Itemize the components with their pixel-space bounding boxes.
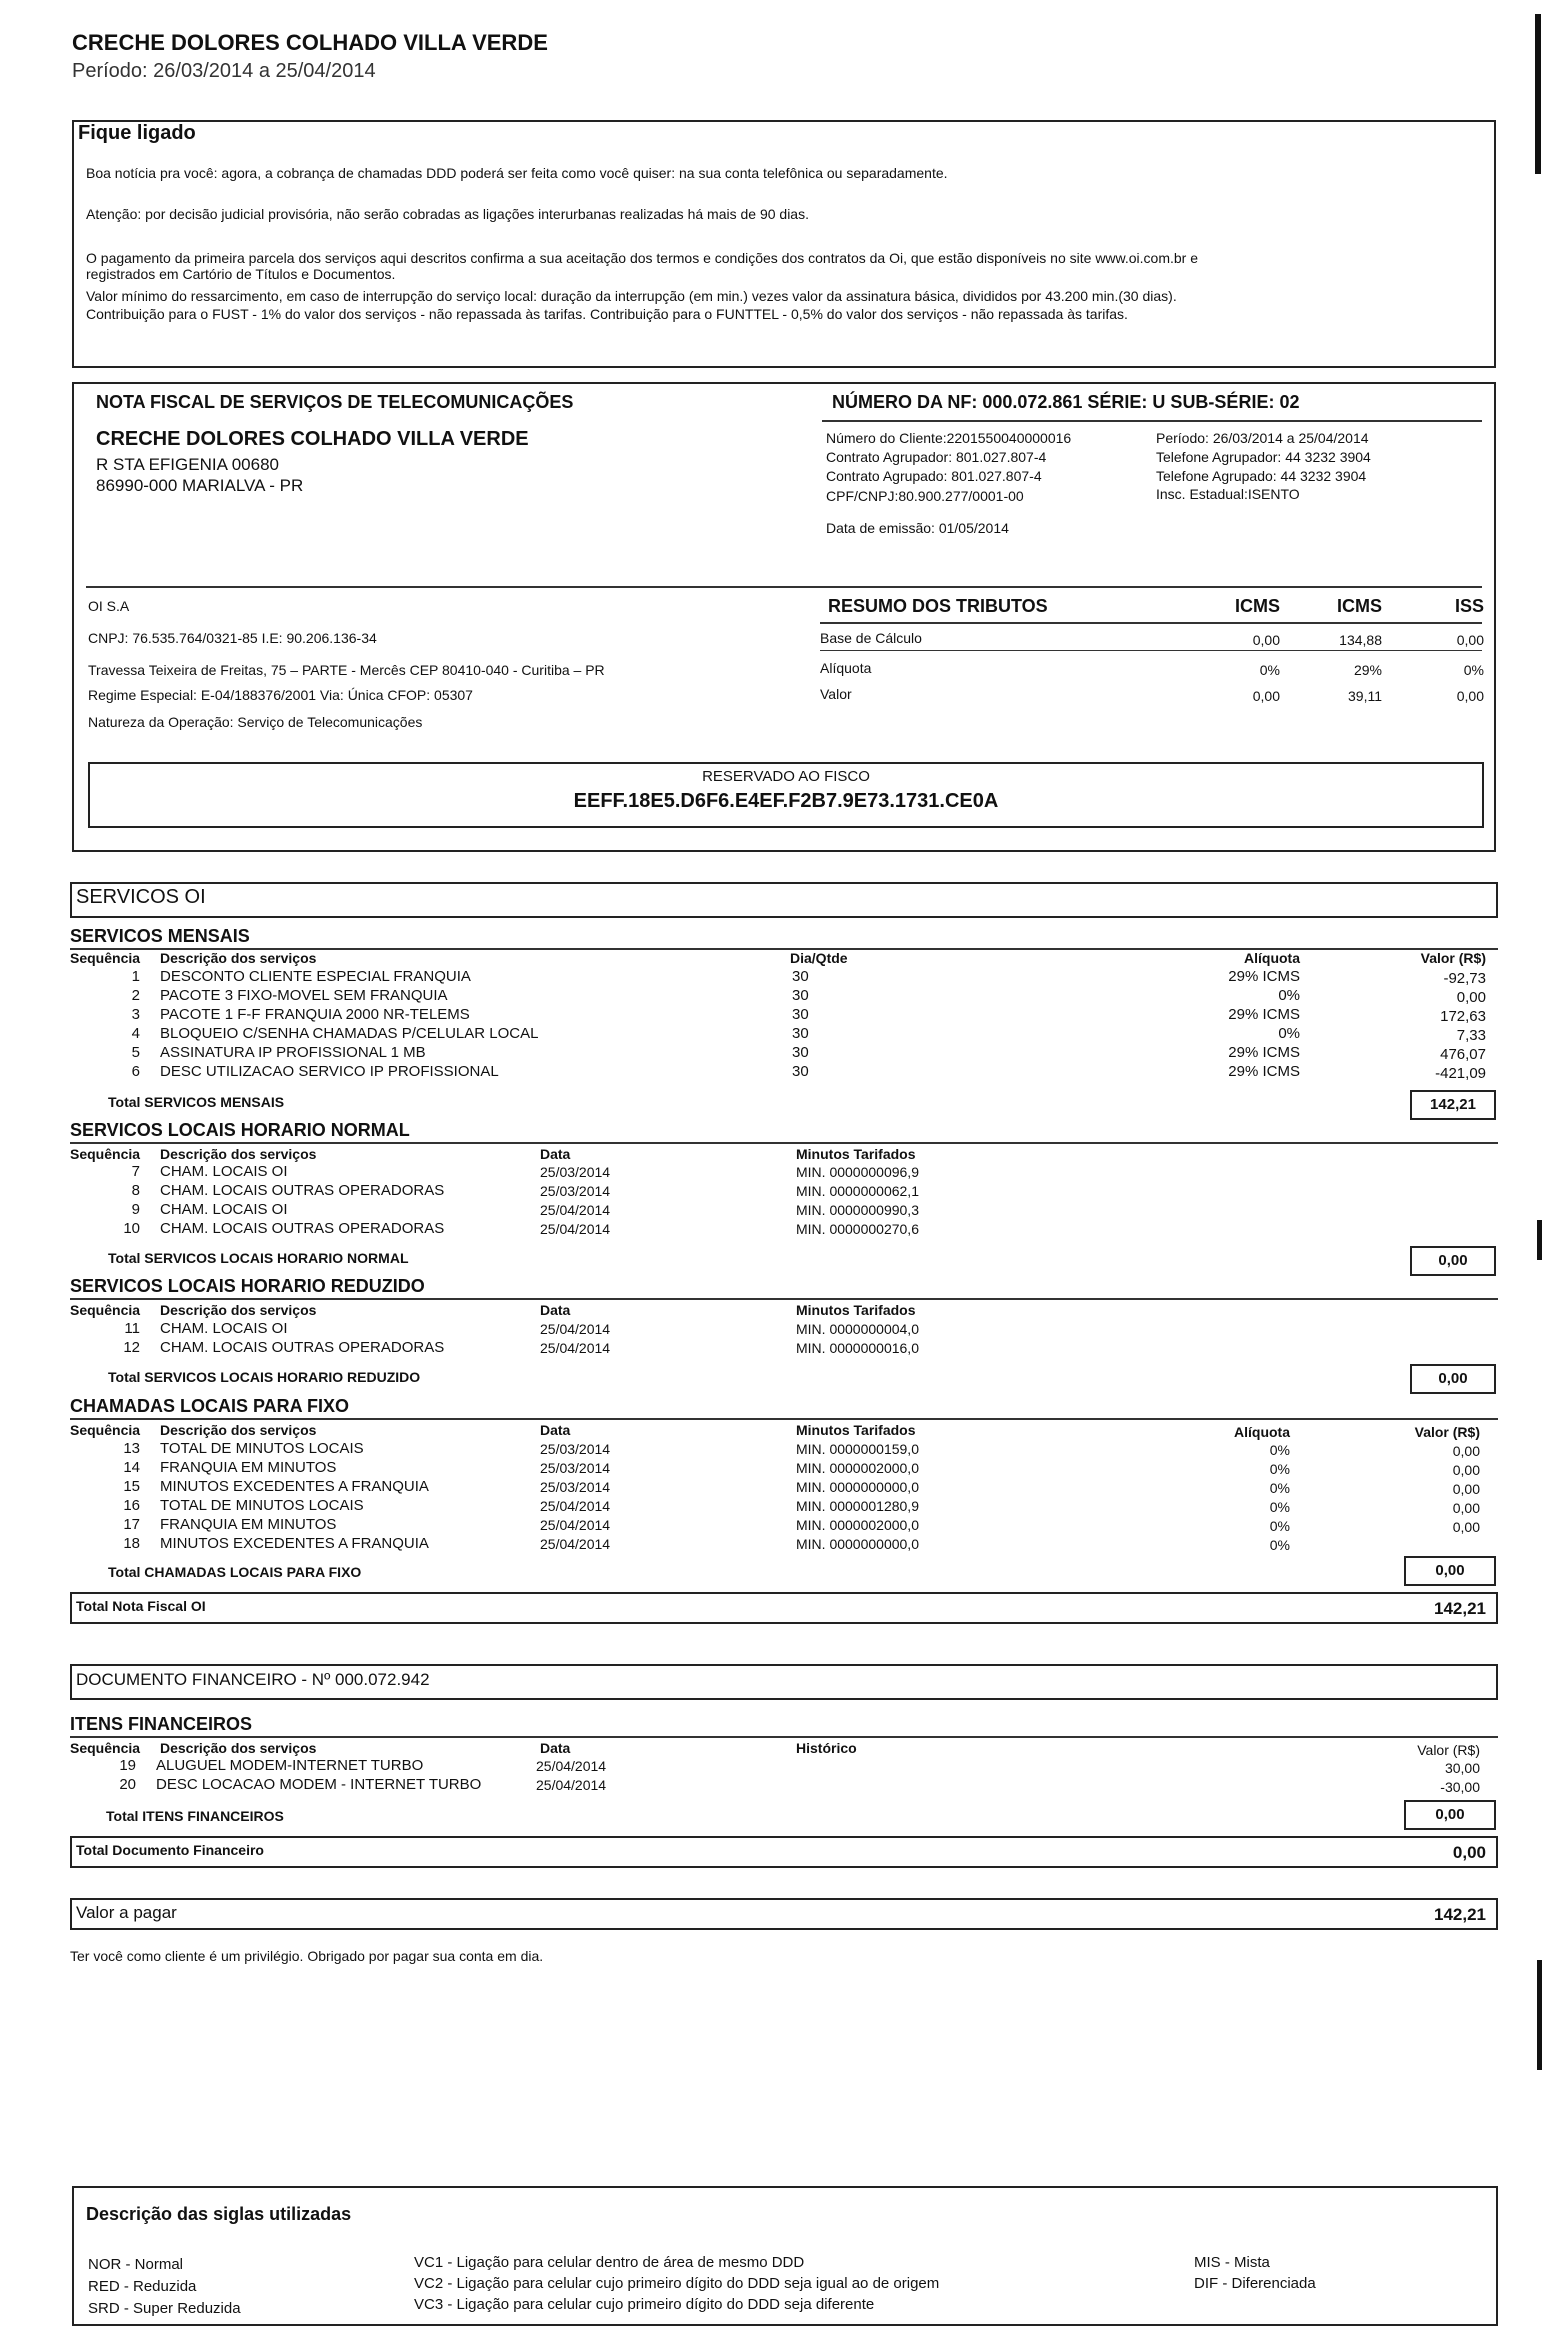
seq: 18 xyxy=(123,1535,140,1552)
normal-total-label: Total SERVICOS LOCAIS HORARIO NORMAL xyxy=(108,1250,409,1266)
company-line-1: CNPJ: 76.535.764/0321-85 I.E: 90.206.136-34 xyxy=(88,630,377,646)
description: PACOTE 1 F-F FRANQUIA 2000 NR-TELEMS xyxy=(160,1006,470,1023)
valor: -421,09 xyxy=(1435,1065,1486,1082)
fixo-total-value: 0,00 xyxy=(1404,1556,1496,1586)
col-valor: Valor (R$) xyxy=(1414,1424,1480,1440)
reduzido-title: SERVICOS LOCAIS HORARIO REDUZIDO xyxy=(70,1276,425,1296)
qty: 30 xyxy=(792,987,809,1004)
minutes: MIN. 0000000096,9 xyxy=(796,1164,919,1180)
tax-value: 0,00 xyxy=(1252,688,1280,704)
reduzido-total-label: Total SERVICOS LOCAIS HORARIO REDUZIDO xyxy=(108,1369,421,1385)
fixo-rule xyxy=(70,1418,1498,1420)
total-doc-box xyxy=(70,1836,1498,1868)
seq: 1 xyxy=(131,968,140,985)
client-info-4: CPF/CNPJ:80.900.277/0001-00 xyxy=(826,488,1024,504)
col-data: Data xyxy=(540,1146,571,1162)
valor: 0,00 xyxy=(1452,1519,1480,1535)
minutes: MIN. 0000000270,6 xyxy=(796,1221,919,1237)
aliquota: 0% xyxy=(1278,1025,1300,1042)
minutes: MIN. 0000000016,0 xyxy=(796,1340,919,1356)
period-info-1: Período: 26/03/2014 a 25/04/2014 xyxy=(1156,430,1369,446)
date: 25/04/2014 xyxy=(540,1536,611,1552)
customer-address-2: 86990-000 MARIALVA - PR xyxy=(96,476,304,495)
description: CHAM. LOCAIS OUTRAS OPERADORAS xyxy=(160,1339,445,1356)
tax-header-1: ICMS xyxy=(1235,596,1280,616)
tax-header-2: ICMS xyxy=(1337,596,1382,616)
sigla-vc2: VC2 - Ligação para celular cujo primeiro dígito do DDD seja igual ao de origem xyxy=(414,2275,940,2292)
nf-title-rule xyxy=(822,420,1482,422)
itens-title: ITENS FINANCEIROS xyxy=(70,1714,253,1734)
qty: 30 xyxy=(792,1044,809,1061)
description: BLOQUEIO C/SENHA CHAMADAS P/CELULAR LOCAL xyxy=(160,1025,539,1042)
total-nf-label: Total Nota Fiscal OI xyxy=(76,1598,206,1614)
col-seq: Sequência xyxy=(70,1422,141,1438)
fisco-code: EEFF.18E5.D6F6.E4EF.F2B7.9E73.1731.CE0A xyxy=(573,790,999,812)
period-info-4: Insc. Estadual:ISENTO xyxy=(1156,486,1300,502)
reduzido-rule xyxy=(70,1298,1498,1300)
sigla-dif: DIF - Diferenciada xyxy=(1194,2275,1316,2292)
description: DESC LOCACAO MODEM - INTERNET TURBO xyxy=(156,1776,482,1793)
qty: 30 xyxy=(792,1006,809,1023)
minutes: MIN. 0000002000,0 xyxy=(796,1460,919,1476)
services-title: SERVICOS OI xyxy=(76,886,206,908)
sigla-nor: NOR - Normal xyxy=(88,2256,184,2273)
date: 25/03/2014 xyxy=(540,1164,611,1180)
valor: 476,07 xyxy=(1440,1046,1486,1063)
col-data: Data xyxy=(540,1422,571,1438)
fixo-title: CHAMADAS LOCAIS PARA FIXO xyxy=(70,1396,349,1416)
col-desc: Descrição dos serviços xyxy=(160,1302,317,1318)
total-nf-box xyxy=(70,1592,1498,1624)
thanks-text: Ter você como cliente é um privilégio. Obrigado por pagar sua conta em dia. xyxy=(70,1948,544,1964)
col-dia: Dia/Qtde xyxy=(790,950,848,966)
seq: 14 xyxy=(123,1459,140,1476)
seq: 5 xyxy=(131,1044,140,1061)
payment-box xyxy=(70,1898,1498,1930)
description: CHAM. LOCAIS OI xyxy=(160,1163,288,1180)
siglas-title: Descrição das siglas utilizadas xyxy=(86,2204,352,2224)
nf-number: NÚMERO DA NF: 000.072.861 SÉRIE: U SUB-SÉRIE: 02 xyxy=(832,392,1300,412)
tax-header-rule xyxy=(820,622,1482,624)
col-desc: Descrição dos serviços xyxy=(160,1740,317,1756)
tax-value: 0,00 xyxy=(1456,632,1484,648)
customer-name: CRECHE DOLORES COLHADO VILLA VERDE xyxy=(96,428,529,450)
valor: 0,00 xyxy=(1452,1462,1480,1478)
sigla-vc1: VC1 - Ligação para celular dentro de área de mesmo DDD xyxy=(414,2254,805,2271)
mensais-title: SERVICOS MENSAIS xyxy=(70,926,250,946)
description: ALUGUEL MODEM-INTERNET TURBO xyxy=(156,1757,424,1774)
description: CHAM. LOCAIS OUTRAS OPERADORAS xyxy=(160,1182,445,1199)
valor: 0,00 xyxy=(1452,1443,1480,1459)
total-nf-value: 142,21 xyxy=(1434,1599,1486,1618)
valor: 0,00 xyxy=(1456,989,1486,1006)
valor: 0,00 xyxy=(1452,1500,1480,1516)
normal-rule xyxy=(70,1142,1498,1144)
customer-address-1: R STA EFIGENIA 00680 xyxy=(96,455,279,474)
date: 25/04/2014 xyxy=(536,1758,607,1774)
valor: -30,00 xyxy=(1440,1779,1480,1795)
tax-value: 0,00 xyxy=(1456,688,1484,704)
header-period: Período: 26/03/2014 a 25/04/2014 xyxy=(72,60,376,82)
services-title-box xyxy=(70,882,1498,918)
tax-value: 0,00 xyxy=(1252,632,1280,648)
company-line-4: Natureza da Operação: Serviço de Telecomunicações xyxy=(88,714,423,730)
description: TOTAL DE MINUTOS LOCAIS xyxy=(160,1440,364,1457)
description: DESCONTO CLIENTE ESPECIAL FRANQUIA xyxy=(160,968,471,985)
description: TOTAL DE MINUTOS LOCAIS xyxy=(160,1497,364,1514)
aliquota: 0% xyxy=(1269,1461,1290,1477)
total-doc-label: Total Documento Financeiro xyxy=(76,1842,264,1858)
tax-row-label: Valor xyxy=(820,686,852,702)
description: PACOTE 3 FIXO-MOVEL SEM FRANQUIA xyxy=(160,987,448,1004)
fisco-label: RESERVADO AO FISCO xyxy=(702,768,870,785)
financeiro-title: DOCUMENTO FINANCEIRO - Nº 000.072.942 xyxy=(76,1670,430,1689)
col-aliquota: Alíquota xyxy=(1244,950,1300,966)
sigla-mis: MIS - Mista xyxy=(1194,2254,1270,2271)
qty: 30 xyxy=(792,968,809,985)
seq: 4 xyxy=(131,1025,140,1042)
date: 25/04/2014 xyxy=(540,1517,611,1533)
description: DESC UTILIZACAO SERVICO IP PROFISSIONAL xyxy=(160,1063,499,1080)
emission-date: Data de emissão: 01/05/2014 xyxy=(826,520,1009,536)
company-line-2: Travessa Teixeira de Freitas, 75 – PARTE - Mercês CEP 80410-040 - Curitiba – PR xyxy=(88,662,605,678)
tax-value: 39,11 xyxy=(1348,688,1382,704)
date: 25/04/2014 xyxy=(540,1221,611,1237)
col-historico: Histórico xyxy=(796,1740,857,1756)
valor: 0,00 xyxy=(1452,1481,1480,1497)
seq: 6 xyxy=(131,1063,140,1080)
mensais-total-label: Total SERVICOS MENSAIS xyxy=(108,1094,285,1110)
tax-row-label: Base de Cálculo xyxy=(820,630,922,646)
col-desc: Descrição dos serviços xyxy=(160,1422,317,1438)
tax-row-rule xyxy=(820,650,1482,651)
nf-title: NOTA FISCAL DE SERVIÇOS DE TELECOMUNICAÇÕES xyxy=(96,392,574,412)
seq: 10 xyxy=(123,1220,140,1237)
minutes: MIN. 0000000000,0 xyxy=(796,1479,919,1495)
description: MINUTOS EXCEDENTES A FRANQUIA xyxy=(160,1535,429,1552)
valor: 172,63 xyxy=(1440,1008,1486,1025)
scan-edge-low xyxy=(1537,1960,1542,2070)
normal-total-value: 0,00 xyxy=(1410,1246,1496,1276)
date: 25/03/2014 xyxy=(540,1460,611,1476)
date: 25/04/2014 xyxy=(540,1321,611,1337)
aliquota: 0% xyxy=(1269,1518,1290,1534)
minutes: MIN. 0000000990,3 xyxy=(796,1202,919,1218)
aliquota: 0% xyxy=(1278,987,1300,1004)
description: CHAM. LOCAIS OI xyxy=(160,1320,288,1337)
aliquota: 29% ICMS xyxy=(1228,1044,1300,1061)
tax-value: 134,88 xyxy=(1339,632,1382,648)
period-info-3: Telefone Agrupado: 44 3232 3904 xyxy=(1156,468,1367,484)
date: 25/03/2014 xyxy=(540,1183,611,1199)
col-minutos: Minutos Tarifados xyxy=(796,1146,916,1162)
notice-line-4: registrados em Cartório de Títulos e Documentos. xyxy=(86,266,396,282)
tax-value: 29% xyxy=(1353,662,1382,678)
notice-title: Fique ligado xyxy=(78,122,196,144)
seq: 8 xyxy=(131,1182,140,1199)
description: CHAM. LOCAIS OI xyxy=(160,1201,288,1218)
notice-line-3: O pagamento da primeira parcela dos serviços aqui descritos confirma a sua aceitação dos termos e condições dos contratos da Oi, que estão disponíveis no site www.oi.com.br e xyxy=(86,250,1199,266)
seq: 7 xyxy=(131,1163,140,1180)
description: FRANQUIA EM MINUTOS xyxy=(160,1516,337,1533)
payment-label: Valor a pagar xyxy=(76,1903,177,1922)
date: 25/03/2014 xyxy=(540,1441,611,1457)
date: 25/04/2014 xyxy=(540,1202,611,1218)
col-seq: Sequência xyxy=(70,1302,141,1318)
valor: 30,00 xyxy=(1444,1760,1480,1776)
client-info-3: Contrato Agrupado: 801.027.807-4 xyxy=(826,468,1042,484)
minutes: MIN. 0000000000,0 xyxy=(796,1536,919,1552)
company-line-3: Regime Especial: E-04/188376/2001 Via: Única CFOP: 05307 xyxy=(88,687,473,703)
normal-title: SERVICOS LOCAIS HORARIO NORMAL xyxy=(70,1120,410,1140)
aliquota: 29% ICMS xyxy=(1228,968,1300,985)
col-data: Data xyxy=(540,1302,571,1318)
aliquota: 0% xyxy=(1269,1537,1290,1553)
aliquota: 0% xyxy=(1269,1442,1290,1458)
scan-edge-top xyxy=(1535,14,1541,174)
valor: 7,33 xyxy=(1456,1027,1486,1044)
seq: 20 xyxy=(119,1776,136,1793)
itens-total-value: 0,00 xyxy=(1404,1800,1496,1830)
notice-line-1: Boa notícia pra você: agora, a cobrança de chamadas DDD poderá ser feita como você quiser: na sua conta telefônica ou separadamente. xyxy=(86,165,948,181)
seq: 15 xyxy=(123,1478,140,1495)
aliquota: 29% ICMS xyxy=(1228,1063,1300,1080)
total-doc-value: 0,00 xyxy=(1452,1843,1486,1862)
col-valor: Valor (R$) xyxy=(1417,1742,1480,1758)
col-desc: Descrição dos serviços xyxy=(160,950,317,966)
company-name: OI S.A xyxy=(88,598,130,614)
notice-line-6: Contribuição para o FUST - 1% do valor dos serviços - não repassada às tarifas. Contribuição para o FUNTTEL - 0,5% do valor dos serviços - não repassada às tarifas. xyxy=(86,306,1128,322)
minutes: MIN. 0000002000,0 xyxy=(796,1517,919,1533)
notice-box xyxy=(72,120,1496,368)
nf-mid-rule xyxy=(86,586,1482,588)
seq: 11 xyxy=(124,1320,140,1337)
description: CHAM. LOCAIS OUTRAS OPERADORAS xyxy=(160,1220,445,1237)
date: 25/04/2014 xyxy=(536,1777,607,1793)
seq: 3 xyxy=(131,1006,140,1023)
scan-edge-middle xyxy=(1537,1220,1542,1260)
seq: 17 xyxy=(123,1516,140,1533)
col-data: Data xyxy=(540,1740,571,1756)
qty: 30 xyxy=(792,1063,809,1080)
tax-value: 0% xyxy=(1463,662,1484,678)
tax-header-3: ISS xyxy=(1454,596,1484,616)
sigla-srd: SRD - Super Reduzida xyxy=(88,2300,241,2317)
minutes: MIN. 0000000159,0 xyxy=(796,1441,919,1457)
minutes: MIN. 0000000004,0 xyxy=(796,1321,919,1337)
col-seq: Sequência xyxy=(70,1740,141,1756)
col-seq: Sequência xyxy=(70,950,141,966)
notice-line-5: Valor mínimo do ressarcimento, em caso de interrupção do serviço local: duração da interrupção (em min.) vezes valor da assinatura básica, divididos por 43.200 min.(30 dias). xyxy=(86,288,1177,304)
qty: 30 xyxy=(792,1025,809,1042)
client-info-2: Contrato Agrupador: 801.027.807-4 xyxy=(826,449,1047,465)
minutes: MIN. 0000000062,1 xyxy=(796,1183,919,1199)
description: FRANQUIA EM MINUTOS xyxy=(160,1459,337,1476)
seq: 13 xyxy=(123,1440,140,1457)
itens-rule xyxy=(70,1736,1498,1738)
tax-value: 0% xyxy=(1259,662,1280,678)
seq: 2 xyxy=(131,987,140,1004)
sigla-red: RED - Reduzida xyxy=(88,2278,197,2295)
aliquota: 29% ICMS xyxy=(1228,1006,1300,1023)
aliquota: 0% xyxy=(1269,1499,1290,1515)
seq: 16 xyxy=(123,1497,140,1514)
col-seq: Sequência xyxy=(70,1146,141,1162)
description: MINUTOS EXCEDENTES A FRANQUIA xyxy=(160,1478,429,1495)
col-minutos: Minutos Tarifados xyxy=(796,1422,916,1438)
minutes: MIN. 0000001280,9 xyxy=(796,1498,919,1514)
notice-line-2: Atenção: por decisão judicial provisória, não serão cobradas as ligações interurbanas realizadas há mais de 90 dias. xyxy=(86,206,809,222)
client-info-1: Número do Cliente:2201550040000016 xyxy=(826,430,1072,446)
header-title: CRECHE DOLORES COLHADO VILLA VERDE xyxy=(72,30,548,55)
date: 25/04/2014 xyxy=(540,1340,611,1356)
col-desc: Descrição dos serviços xyxy=(160,1146,317,1162)
date: 25/04/2014 xyxy=(540,1498,611,1514)
description: ASSINATURA IP PROFISSIONAL 1 MB xyxy=(160,1044,426,1061)
tax-row-label: Alíquota xyxy=(820,660,872,676)
fixo-total-label: Total CHAMADAS LOCAIS PARA FIXO xyxy=(108,1564,362,1580)
valor: -92,73 xyxy=(1443,970,1486,987)
payment-value: 142,21 xyxy=(1434,1905,1486,1924)
aliquota: 0% xyxy=(1269,1480,1290,1496)
mensais-total-value: 142,21 xyxy=(1410,1090,1496,1120)
col-minutos: Minutos Tarifados xyxy=(796,1302,916,1318)
col-valor: Valor (R$) xyxy=(1420,950,1486,966)
sigla-vc3: VC3 - Ligação para celular cujo primeiro dígito do DDD seja diferente xyxy=(414,2296,875,2313)
seq: 19 xyxy=(119,1757,136,1774)
reduzido-total-value: 0,00 xyxy=(1410,1364,1496,1394)
period-info-2: Telefone Agrupador: 44 3232 3904 xyxy=(1156,449,1371,465)
date: 25/03/2014 xyxy=(540,1479,611,1495)
col-aliquota: Alíquota xyxy=(1234,1424,1290,1440)
seq: 9 xyxy=(131,1201,140,1218)
seq: 12 xyxy=(123,1339,140,1356)
tax-title: RESUMO DOS TRIBUTOS xyxy=(828,596,1048,616)
itens-total-label: Total ITENS FINANCEIROS xyxy=(106,1808,284,1824)
